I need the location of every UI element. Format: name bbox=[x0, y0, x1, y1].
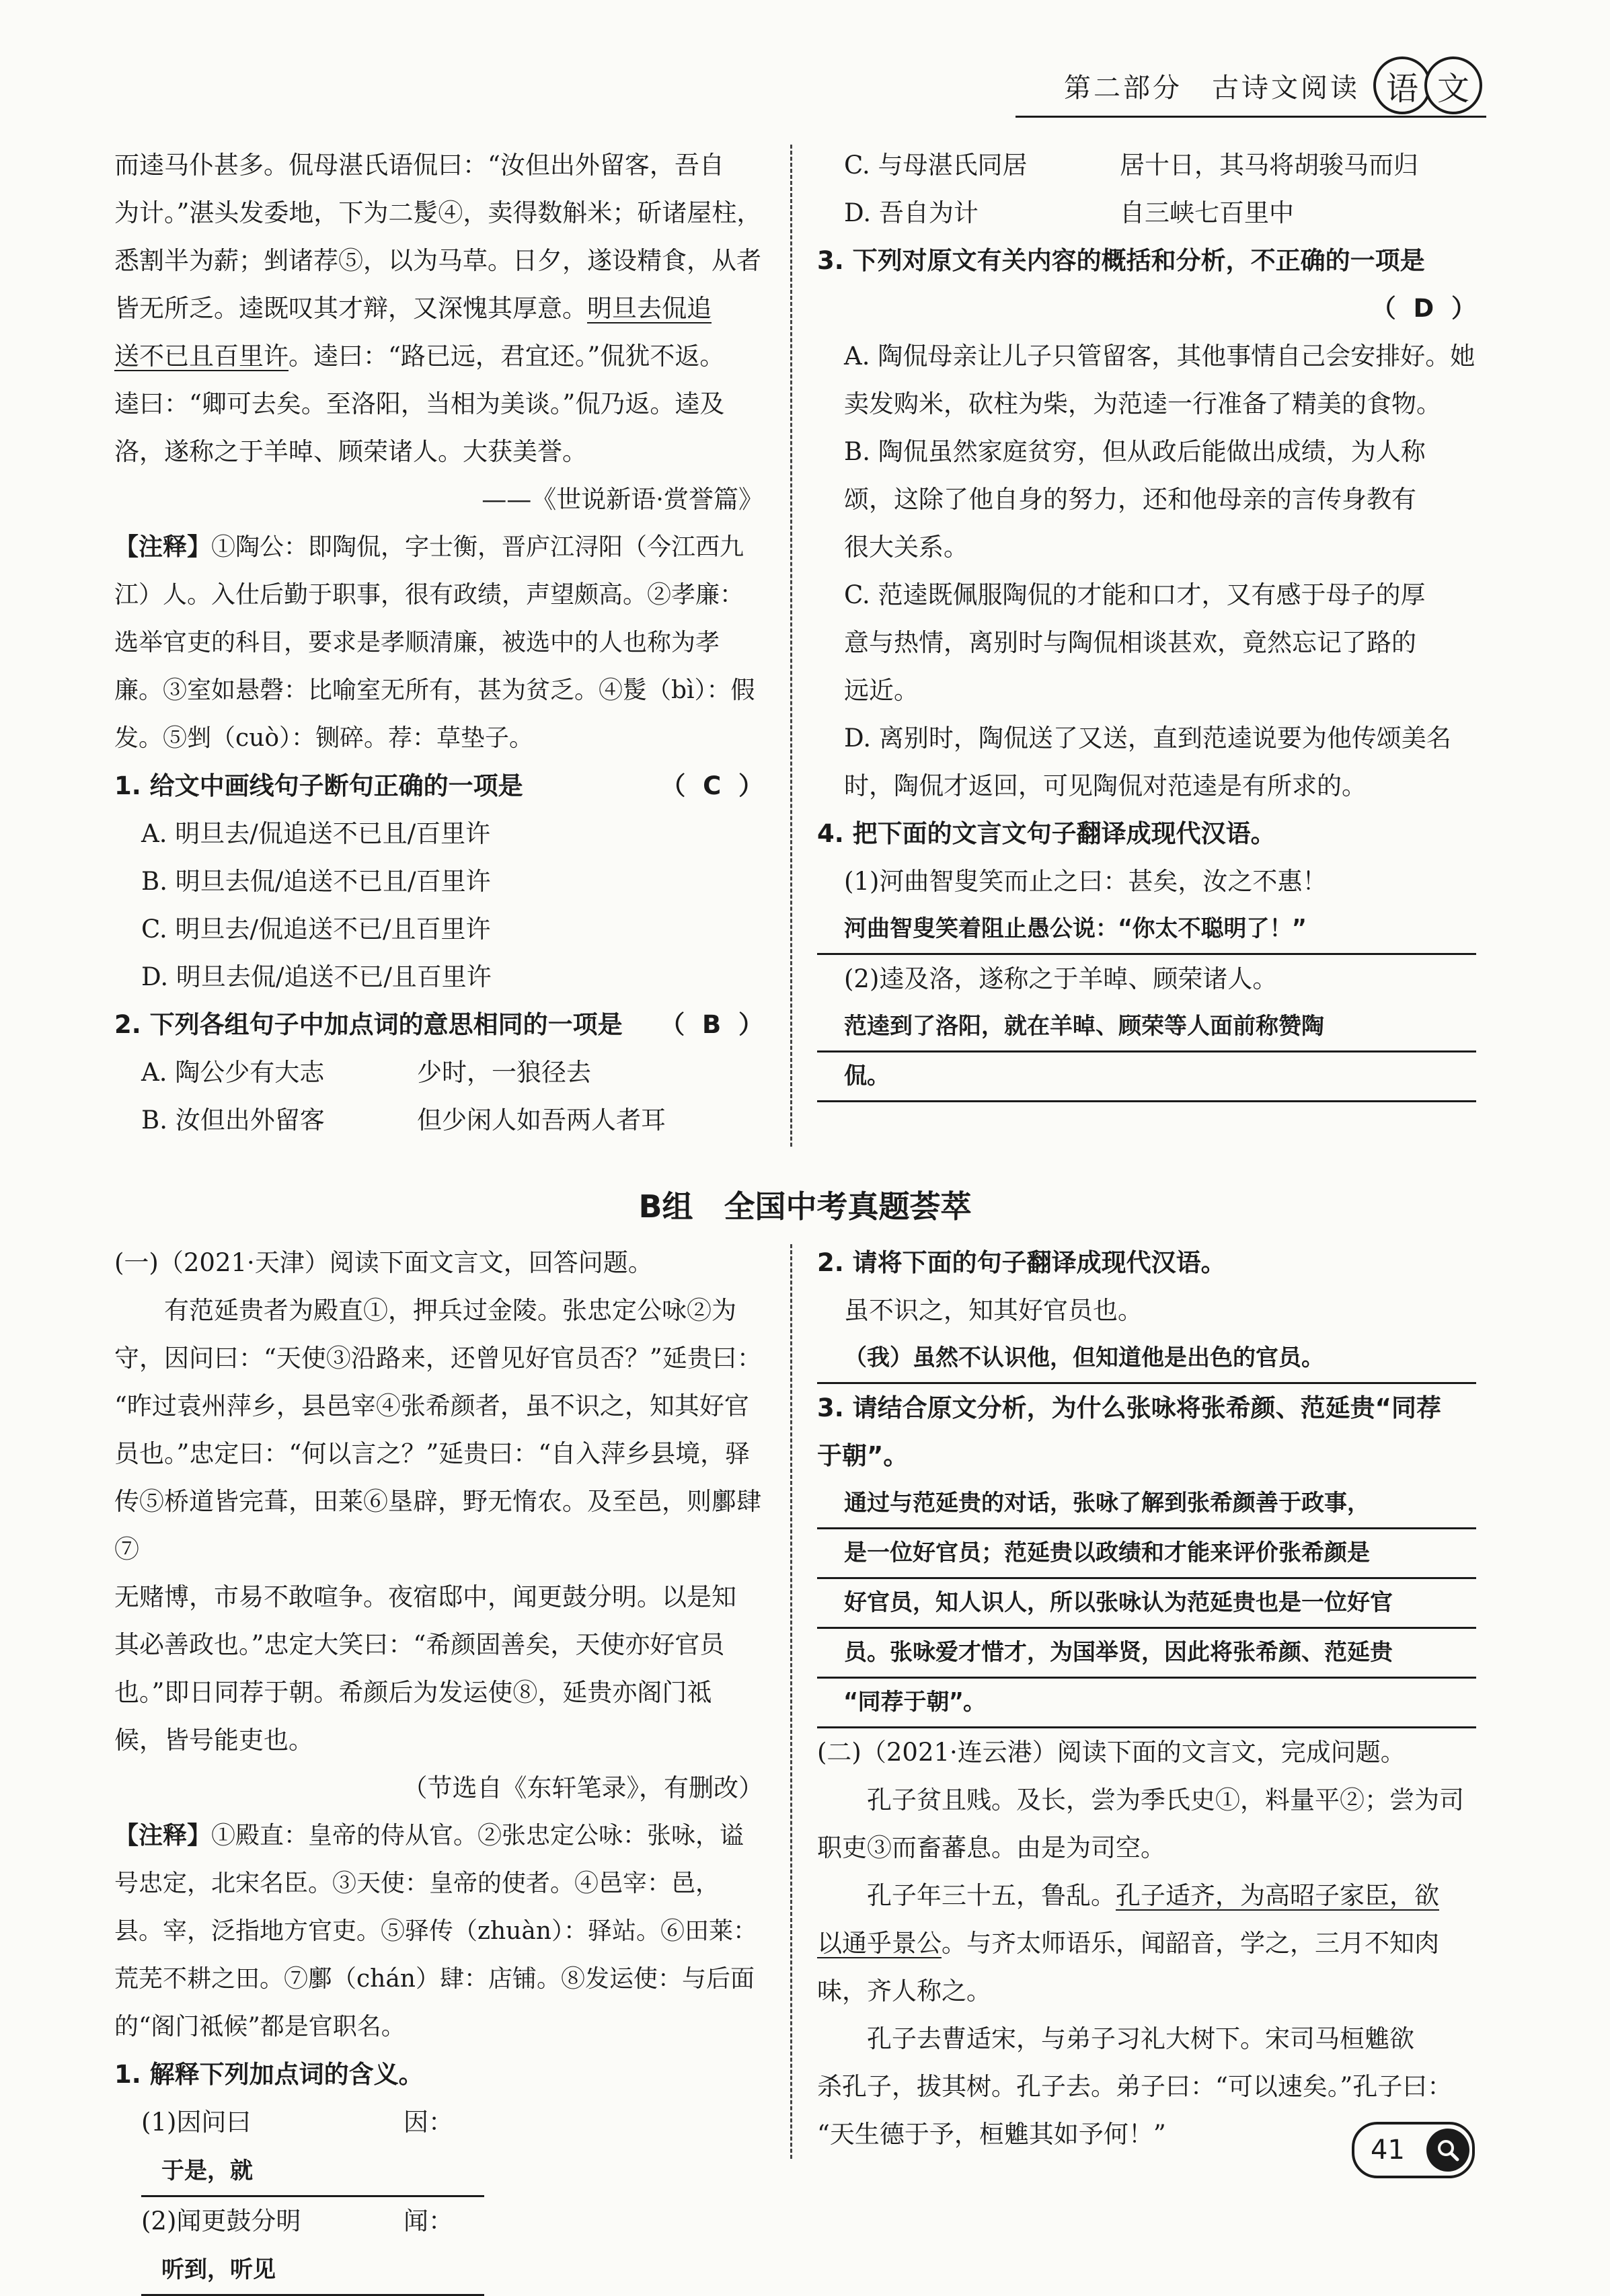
passage-line: 也。”即日同荐于朝。希颜后为发运使⑧，延贵亦阁门祗 bbox=[114, 1678, 712, 1707]
option-cont: 时，陶侃才返回，可见陶侃对范逵是有所求的。 bbox=[844, 771, 1367, 800]
answer-line: 员。张咏爱才惜才，为国举贤，因此将张希颜、范延贵 bbox=[817, 1629, 1476, 1679]
header-title: 第二部分 古诗文阅读 bbox=[1064, 72, 1360, 104]
header-rule bbox=[1015, 116, 1486, 118]
column-divider-top bbox=[790, 145, 792, 1147]
passage-line: 而逵马仆甚多。侃母湛氏语侃曰：“汝但出外留客，吾自 bbox=[114, 151, 724, 180]
page-number: 41 bbox=[1371, 2135, 1405, 2166]
passage-line: 传⑤桥道皆完葺，田莱⑥垦辟，野无惰农。及至邑，则鄽肆⑦ bbox=[114, 1487, 761, 1564]
answer-choice: B bbox=[702, 1010, 722, 1039]
question-1: 1. 给文中画线句子断句正确的一项是 （ C ） bbox=[114, 771, 763, 800]
option-pair: C. 与母湛氏同居 居十日，其马将胡骏马而归 bbox=[844, 151, 1418, 180]
translate-sentence-2: (2)逵及洛，遂称之于羊晫、顾荣诸人。 bbox=[844, 964, 1278, 993]
answer-line: 于是，就 bbox=[141, 2147, 484, 2197]
passage-line: 为计。”湛头发委地，下为二髲④，卖得数斛米；斫诸屋柱， bbox=[114, 198, 762, 227]
translate-sentence: 虽不识之，知其好官员也。 bbox=[844, 1296, 1143, 1325]
option-cont: 很大关系。 bbox=[844, 533, 968, 562]
option: D. 离别时，陶侃送了又送，直到范逵说要为他传颂美名 bbox=[844, 724, 1451, 753]
option-pair: B. 汝但出外留客 但少闲人如吾两人者耳 bbox=[141, 1106, 666, 1135]
passage-line: 孔子去曹适宋，与弟子习礼大树下。宋司马桓魋欲 bbox=[867, 2024, 1414, 2053]
option: B. 明旦去侃/追送不已且/百里许 bbox=[141, 867, 491, 896]
option: C. 范逵既佩服陶侃的才能和口才，又有感于母子的厚 bbox=[844, 580, 1426, 609]
page-number-badge bbox=[1352, 2122, 1475, 2178]
answer-bracket: （ D ） bbox=[1371, 294, 1476, 323]
answer-line: 河曲智叟笑着阻止愚公说：“你太不聪明了！” bbox=[817, 905, 1476, 955]
passage-line: 职吏③而畜蕃息。由是为司空。 bbox=[817, 1833, 1165, 1862]
answer-line: 听到，听见 bbox=[141, 2246, 484, 2296]
passage-line: 以通乎景公。与齐太师语乐，闻韶音，学之，三月不知肉 bbox=[817, 1929, 1439, 1958]
left-bottom-column bbox=[114, 1239, 763, 2296]
passage-line: “天生德于予，桓魋其如予何！” bbox=[817, 2120, 1166, 2149]
logo-char-2: 文 bbox=[1424, 56, 1482, 114]
question-3: 3. 下列对原文有关内容的概括和分析，不正确的一项是 bbox=[817, 246, 1425, 275]
option-pair: D. 吾自为计 自三峡七百里中 bbox=[844, 198, 1294, 227]
question-3-cont: 于朝”。 bbox=[817, 1441, 909, 1470]
translate-sentence-1: (1)河曲智叟笑而止之曰：甚矣，汝之不惠！ bbox=[844, 867, 1328, 896]
question-2: 2. 下列各组句子中加点词的意思相同的一项是 （ B ） bbox=[114, 1010, 763, 1039]
reading-intro: (二)（2021·连云港）阅读下面的文言文，完成问题。 bbox=[817, 1738, 1406, 1767]
word-item: (2)闻更鼓分明 闻：听到，听见 bbox=[114, 2197, 763, 2296]
notes-block: 【注释】①殿直：皇帝的侍从官。②张忠定公咏：张咏，谥 号忠定，北宋名臣。③天使：皇帝的使者。④邑宰：邑， 县。宰，泛指地方官吏。⑤驿传（zhuàn）：驿站。⑥田莱： 荒芜不耕之田。⑦鄽（chán）肆：店铺。⑧发运使：与后面 的“阁门祗候”都是官职名。 bbox=[114, 1822, 757, 2040]
passage-line: 逵曰：“卿可去矣。至洛阳，当相为美谈。”侃乃返。逵及 bbox=[114, 389, 725, 418]
passage-line: “昨过袁州萍乡，县邑宰④张希颜者，虽不识之，知其好官 bbox=[114, 1391, 749, 1420]
passage-line: 送不已且百里许。逵曰：“路已远，君宜还。”侃犹不返。 bbox=[114, 342, 725, 371]
passage-line: 洛，遂称之于羊晫、顾荣诸人。大获美誉。 bbox=[114, 437, 587, 466]
passage-line: 悉割半为薪；剉诸荐⑤，以为马草。日夕，遂设精食，从者 bbox=[114, 246, 761, 275]
answer-line: 侃。 bbox=[817, 1053, 1476, 1102]
passage-line: 孔子贫且贱。及长，尝为季氏史①，料量平②；尝为司 bbox=[867, 1786, 1464, 1814]
source-citation: ——《世说新语·赏誉篇》 bbox=[482, 485, 763, 514]
option-cont: 意与热情，离别时与陶侃相谈甚欢，竟然忘记了路的 bbox=[844, 628, 1416, 657]
question-4: 4. 把下面的文言文句子翻译成现代汉语。 bbox=[817, 819, 1276, 848]
page-header bbox=[1064, 55, 1482, 116]
section-title: B组 全国中考真题荟萃 bbox=[638, 1188, 972, 1225]
column-divider-bottom bbox=[790, 1244, 792, 2159]
answer-line: （我）虽然不认识他，但知道他是出色的官员。 bbox=[817, 1334, 1476, 1384]
option-cont: 颂，这除了他自身的努力，还和他母亲的言传身教有 bbox=[844, 485, 1416, 514]
answer-line: 范逵到了洛阳，就在羊晫、顾荣等人面前称赞陶 bbox=[817, 1003, 1476, 1053]
passage-line: 皆无所乏。逵既叹其才辩，又深愧其厚意。明旦去侃追 bbox=[114, 294, 712, 323]
magnifier-icon bbox=[1426, 2129, 1469, 2172]
answer-choice: C bbox=[703, 771, 722, 800]
reading-intro: (一)（2021·天津）阅读下面文言文，回答问题。 bbox=[114, 1248, 653, 1277]
question-1: 1. 解释下列加点词的含义。 bbox=[114, 2060, 424, 2089]
option: A. 明旦去/侃追送不已且/百里许 bbox=[141, 819, 491, 848]
answer-line: “同荐于朝”。 bbox=[817, 1679, 1476, 1728]
underlined-sentence: 送不已且百里许 bbox=[114, 342, 289, 371]
option-pair: A. 陶公少有大志 少时，一狼径去 bbox=[141, 1058, 591, 1087]
underlined-sentence: 以通乎景公 bbox=[817, 1929, 942, 1958]
option-cont: 卖发购米，砍柱为柴，为范逵一行准备了精美的食物。 bbox=[844, 389, 1441, 418]
question-3: 3. 请结合原文分析，为什么张咏将张希颜、范延贵“同荐 bbox=[817, 1393, 1441, 1422]
passage-line: 其必善政也。”忠定大笑曰：“希颜固善矣，天使亦好官员 bbox=[114, 1630, 725, 1659]
underlined-sentence: 孔子适齐，为高昭子家臣，欲 bbox=[1116, 1881, 1439, 1910]
option: A. 陶侃母亲让儿子只管留客，其他事情自己会安排好。她 bbox=[844, 342, 1475, 371]
subject-logo bbox=[1380, 56, 1482, 114]
right-bottom-column bbox=[817, 1239, 1476, 2158]
option-cont: 远近。 bbox=[844, 676, 919, 705]
answer-line: 通过与范延贵的对话，张咏了解到张希颜善于政事， bbox=[817, 1480, 1476, 1529]
passage-line: 孔子年三十五，鲁乱。孔子适齐，为高昭子家臣，欲 bbox=[867, 1881, 1439, 1910]
passage-line: 杀孔子，拔其树。孔子去。弟子曰：“可以速矣。”孔子曰： bbox=[817, 2072, 1453, 2101]
option: C. 明旦去/侃追送不已/且百里许 bbox=[141, 915, 491, 944]
passage-line: 员也。”忠定曰：“何以言之？”延贵曰：“自入萍乡县境，驿 bbox=[114, 1439, 751, 1468]
notes-label: 【注释】 bbox=[114, 533, 212, 561]
passage-line: 有范延贵者为殿直①，押兵过金陵。张忠定公咏②为 bbox=[164, 1296, 736, 1325]
right-top-column bbox=[817, 141, 1476, 1102]
passage-line: 无赌博，市易不敢喧争。夜宿邸中，闻更鼓分明。以是知 bbox=[114, 1582, 736, 1611]
underlined-sentence: 明旦去侃追 bbox=[587, 294, 712, 323]
word-item: (1)因问曰 因：于是，就 bbox=[114, 2098, 763, 2197]
answer-choice: D bbox=[1413, 294, 1434, 323]
source-citation: （节选自《东轩笔录》，有删改） bbox=[402, 1773, 763, 1802]
option: D. 明旦去侃/追送不已/且百里许 bbox=[141, 962, 492, 991]
answer-line: 是一位好官员；范延贵以政绩和才能来评价张希颜是 bbox=[817, 1529, 1476, 1579]
left-top-column bbox=[114, 141, 763, 1144]
question-2: 2. 请将下面的句子翻译成现代汉语。 bbox=[817, 1248, 1226, 1277]
option: B. 陶侃虽然家庭贫穷，但从政后能做出成绩，为人称 bbox=[844, 437, 1426, 466]
notes-block: 【注释】①陶公：即陶侃，字士衡，晋庐江浔阳（今江西九 江）人。入仕后勤于职事，很有政绩，声望颇高。②孝廉： 选举官吏的科目，要求是孝顺清廉，被选中的人也称为孝 廉。③室如悬磬：比喻室无所有，甚为贫乏。④髲（bì）：假 发。⑤剉（cuò）：铡碎。荐：草垫子。 bbox=[114, 533, 755, 752]
passage-line: 守，因问曰：“天使③沿路来，还曾见好官员否？”延贵曰： bbox=[114, 1344, 762, 1373]
passage-line: 味，齐人称之。 bbox=[817, 1977, 991, 2005]
notes-label: 【注释】 bbox=[114, 1822, 212, 1849]
logo-char-1: 语 bbox=[1373, 56, 1431, 114]
passage-line: 候，皆号能吏也。 bbox=[114, 1726, 313, 1755]
answer-line: 好官员，知人识人，所以张咏认为范延贵也是一位好官 bbox=[817, 1579, 1476, 1629]
